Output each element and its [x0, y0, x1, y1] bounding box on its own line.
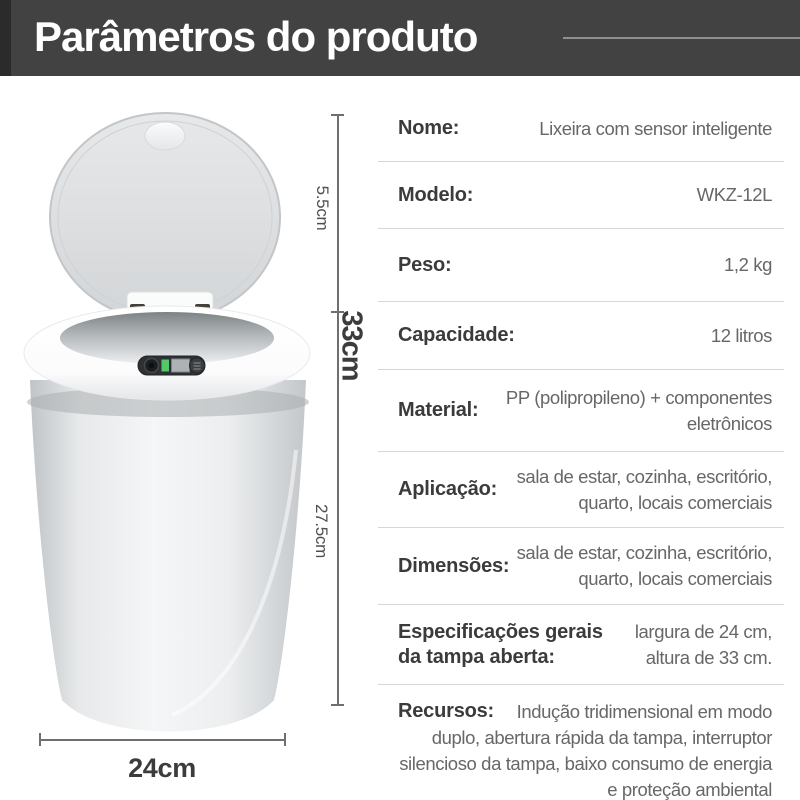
banner-decorative-line	[563, 37, 800, 39]
header-banner	[0, 0, 800, 76]
total-height-label: 33cm	[335, 310, 368, 381]
row-label: Especificações gerais da tampa aberta:	[398, 620, 603, 668]
trash-can-body	[27, 380, 309, 732]
table-row	[378, 162, 784, 229]
row-value: sala de estar, cozinha, escritório, quarto, locais comerciais	[516, 465, 772, 513]
sensor-led-green	[162, 360, 170, 372]
trash-can-lid	[50, 113, 280, 321]
row-label: Modelo:	[398, 183, 474, 206]
row-label: Peso:	[398, 253, 452, 276]
sensor-display	[172, 359, 190, 372]
table-row	[378, 452, 784, 528]
dimension-tick	[39, 733, 41, 746]
lid-height-label: 5.5cm	[313, 185, 332, 231]
sensor-panel	[138, 356, 205, 375]
table-row	[378, 605, 784, 685]
row-value: 1,2 kg	[724, 254, 772, 276]
page-title: Parâmetros do produto	[34, 13, 478, 60]
height-dimension-line	[337, 115, 339, 705]
banner-left-edge	[0, 0, 11, 76]
dimension-tick	[331, 704, 344, 706]
lid-knob	[145, 122, 185, 150]
table-row	[378, 685, 784, 800]
row-value: WKZ-12L	[696, 184, 772, 206]
row-label: Aplicação:	[398, 478, 498, 500]
trash-can-rim	[24, 306, 310, 400]
table-row	[378, 229, 784, 302]
product-figure	[0, 95, 378, 800]
row-value: Indução tridimensional em modo duplo, abertura rápida da tampa, interruptor silencioso da tampa, baixo consumo de energia e proteção ambiental	[399, 701, 772, 800]
row-label: Material:	[398, 399, 479, 421]
width-label: 24cm	[128, 753, 196, 783]
dimension-tick	[331, 114, 344, 116]
trash-can-illustration	[0, 95, 340, 755]
row-value: sala de estar, cozinha, escritório, quarto, locais comerciais	[516, 542, 772, 589]
body-height-label: 27.5cm	[312, 504, 331, 558]
row-value: Lixeira com sensor inteligente	[539, 117, 772, 139]
dimension-tick	[284, 733, 286, 746]
row-value: PP (polipropileno) + componentes eletrônicos	[505, 386, 772, 434]
spec-table	[378, 96, 784, 800]
row-label: Nome:	[398, 117, 460, 139]
table-row	[378, 370, 784, 452]
table-row	[378, 96, 784, 162]
table-row	[378, 528, 784, 605]
row-value: largura de 24 cm, altura de 33 cm.	[634, 620, 772, 668]
row-label: Recursos:	[398, 700, 495, 722]
table-row	[378, 302, 784, 370]
width-dimension-line	[39, 739, 285, 741]
row-label: Dimensões:	[398, 554, 510, 577]
row-label: Capacidade:	[398, 324, 515, 346]
row-value: 12 litros	[710, 324, 772, 346]
